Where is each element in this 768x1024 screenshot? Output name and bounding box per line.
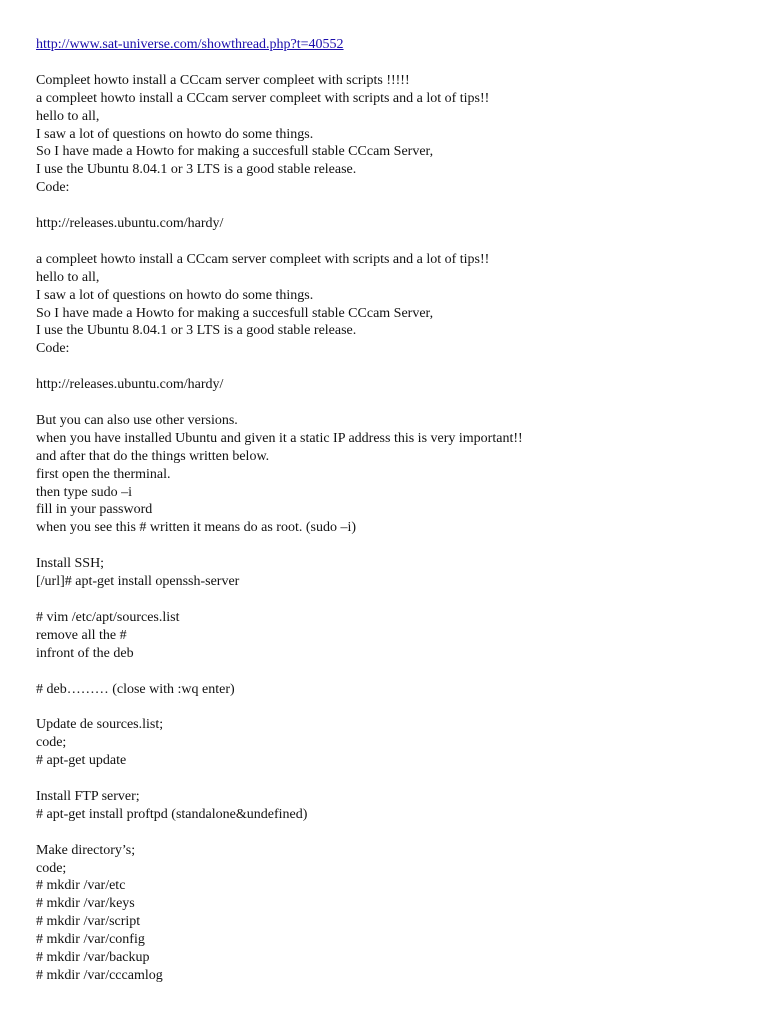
blank-line bbox=[36, 233, 736, 251]
text-line: # apt-get update bbox=[36, 753, 127, 769]
text-line: I saw a lot of questions on howto do some things. bbox=[36, 126, 314, 142]
text-line: when you see this # written it means do as root. (sudo –i) bbox=[36, 520, 357, 536]
text-line: http://releases.ubuntu.com/hardy/ bbox=[36, 377, 224, 393]
text-line: code; bbox=[36, 735, 67, 751]
text-line: then type sudo –i bbox=[36, 484, 133, 500]
blank-line bbox=[36, 824, 736, 842]
document-body bbox=[36, 54, 736, 985]
text-line: Update de sources.list; bbox=[36, 717, 164, 733]
text-line: http://releases.ubuntu.com/hardy/ bbox=[36, 216, 224, 232]
text-line: hello to all, bbox=[36, 108, 100, 124]
text-line: a compleet howto install a CCcam server compleet with scripts and a lot of tips!! bbox=[36, 251, 490, 267]
text-line: Install FTP server; bbox=[36, 788, 140, 804]
text-line: I use the Ubuntu 8.04.1 or 3 LTS is a good stable release. bbox=[36, 323, 357, 339]
text-line: # vim /etc/apt/sources.list bbox=[36, 609, 180, 625]
text-line: hello to all, bbox=[36, 269, 100, 285]
text-line: # mkdir /var/cccamlog bbox=[36, 967, 163, 983]
text-line: first open the therminal. bbox=[36, 466, 171, 482]
text-line: So I have made a Howto for making a succesfull stable CCcam Server, bbox=[36, 305, 434, 321]
text-line: code; bbox=[36, 860, 67, 876]
blank-line bbox=[36, 537, 736, 555]
text-line: I use the Ubuntu 8.04.1 or 3 LTS is a good stable release. bbox=[36, 162, 357, 178]
text-line: # mkdir /var/script bbox=[36, 914, 141, 930]
blank-line bbox=[36, 394, 736, 412]
text-line: Code: bbox=[36, 341, 70, 357]
text-line: Make directory’s; bbox=[36, 842, 136, 858]
text-line: # mkdir /var/backup bbox=[36, 950, 150, 966]
blank-line bbox=[36, 663, 736, 681]
source-url-link[interactable]: http://www.sat-universe.com/showthread.php?t=40552 bbox=[36, 37, 344, 52]
text-line: # deb……… (close with :wq enter) bbox=[36, 681, 235, 697]
blank-line bbox=[36, 54, 736, 72]
text-line: But you can also use other versions. bbox=[36, 412, 238, 428]
blank-line bbox=[36, 197, 736, 215]
text-line: So I have made a Howto for making a succesfull stable CCcam Server, bbox=[36, 144, 434, 160]
blank-line bbox=[36, 770, 736, 788]
text-line: and after that do the things written below. bbox=[36, 448, 270, 464]
text-line: infront of the deb bbox=[36, 645, 134, 661]
text-line: Install SSH; bbox=[36, 556, 105, 572]
text-line: Code: bbox=[36, 180, 70, 196]
text-line: I saw a lot of questions on howto do some things. bbox=[36, 287, 314, 303]
blank-line bbox=[36, 591, 736, 609]
text-line: # apt-get install proftpd (standalone&undefined) bbox=[36, 806, 308, 822]
blank-line bbox=[36, 358, 736, 376]
document-page bbox=[36, 36, 736, 985]
text-line: # mkdir /var/etc bbox=[36, 878, 126, 894]
text-line: a compleet howto install a CCcam server compleet with scripts and a lot of tips!! bbox=[36, 90, 490, 106]
text-line: # mkdir /var/keys bbox=[36, 896, 135, 912]
text-line: when you have installed Ubuntu and given it a static IP address this is very important!! bbox=[36, 430, 523, 446]
blank-line bbox=[36, 698, 736, 716]
text-line: remove all the # bbox=[36, 627, 127, 643]
text-line: fill in your password bbox=[36, 502, 153, 518]
text-line: [/url]# apt-get install openssh-server bbox=[36, 574, 240, 590]
text-line: Compleet howto install a CCcam server compleet with scripts !!!!! bbox=[36, 72, 410, 88]
text-line: # mkdir /var/config bbox=[36, 932, 145, 948]
